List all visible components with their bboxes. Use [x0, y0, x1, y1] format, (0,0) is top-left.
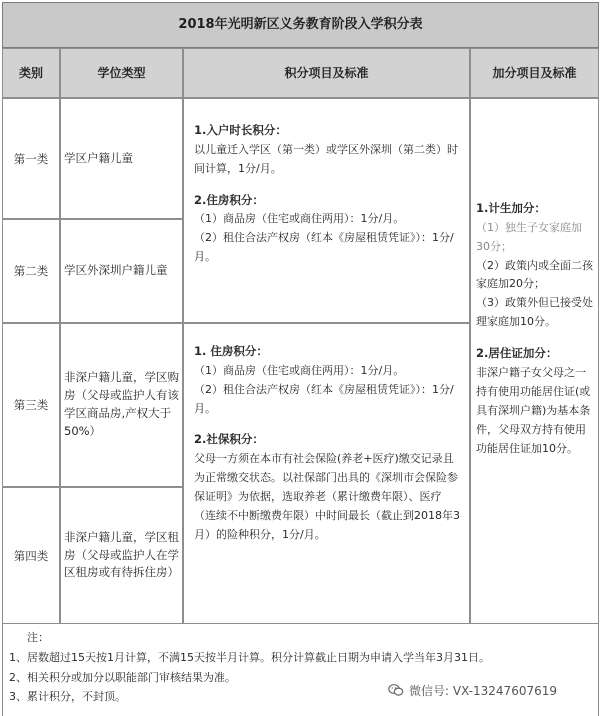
- score-housing2-item-1: （1）商品房（住宅或商住两用）：1分/月。: [194, 363, 405, 377]
- watermark: [388, 679, 557, 701]
- score-cell-resident: [183, 98, 470, 323]
- degree-type-4: 非深户籍儿童，学区租房（父母或监护人在学区租房或有待拆住房）: [60, 487, 183, 624]
- degree-type-1: 学区户籍儿童: [60, 98, 183, 219]
- score-housing2-item-2: （2）租住合法产权房（红本《房屋租赁凭证》）：1分/月。: [194, 382, 454, 415]
- degree-type-3: 非深户籍儿童，学区购房（父母或监护人有该学区商品房,产权大于50%）: [60, 323, 183, 487]
- wechat-icon: [388, 683, 404, 697]
- bonus-cell: [470, 98, 599, 624]
- score-social-title: 2.社保积分：: [194, 432, 264, 447]
- header-category: 类别: [2, 48, 60, 98]
- score-housing2-title: 1. 住房积分：: [194, 344, 268, 358]
- score-cell-nonresident: [183, 323, 470, 624]
- header-bonus-items: 加分项目及标准: [470, 48, 599, 98]
- watermark-text: 微信号: VX-13247607619: [409, 683, 558, 698]
- note-item-1: 1、居数超过15天按1月计算，不满15天按半月计算。积分计算截止日期为申请入学当年3月31日。: [9, 650, 490, 664]
- bonus-family-item-3: （3）政策外但已接受处理家庭加10分。: [476, 296, 593, 329]
- category-1: 第一类: [2, 98, 60, 219]
- score-housing-item-2: （2）租住合法产权房（红本《房屋租赁凭证》）：1分/月。: [194, 231, 454, 264]
- note-item-3: 3、累计积分，不封顶。: [9, 690, 126, 704]
- score-residence-text: 以儿童迁入学区（第一类）或学区外深圳（第二类）时间计算，1分/月。: [194, 142, 458, 175]
- notes: [2, 624, 599, 716]
- score-social-text: 父母一方须在本市有社会保险(养老+医疗)缴交记录且为正常缴交状态。以社保部门出具的《深圳市会保险参保证明》为依据，选取养老（累计缴费年限）、医疗（连续不中断缴费年限）中时间最长（截止到2018年3月）的险种积分，1分/月。: [194, 452, 460, 541]
- bonus-residence-text: 非深户籍子女父母之一持有使用功能居住证(或具有深圳户籍)为基本条件，父母双方持有使用功能居住证加10分。: [476, 365, 591, 455]
- bonus-family-item-1: （1）独生子女家庭加30分；: [476, 220, 582, 253]
- category-2: 第二类: [2, 219, 60, 323]
- score-housing-title: 2.住房积分：: [194, 192, 264, 207]
- notes-label: 注：: [27, 631, 49, 644]
- bonus-family-title: 1.计生加分：: [476, 201, 546, 215]
- score-residence-title: 1.入户时长积分：: [194, 123, 287, 137]
- bonus-residence-title: 2.居住证加分：: [476, 346, 558, 361]
- table-title: 2018年光明新区义务教育阶段入学积分表: [2, 2, 599, 48]
- category-4: 第四类: [2, 487, 60, 624]
- header-degree-type: 学位类型: [60, 48, 183, 98]
- degree-type-2: 学区外深圳户籍儿童: [60, 219, 183, 323]
- bonus-family-item-2: （2）政策内或全面二孩家庭加20分；: [476, 258, 593, 291]
- category-3: 第三类: [2, 323, 60, 487]
- note-item-2: 2、相关积分或加分以职能部门审核结果为准。: [9, 670, 236, 684]
- header-score-items: 积分项目及标准: [183, 48, 470, 98]
- score-housing-item-1: （1）商品房（住宅或商住两用）：1分/月。: [194, 212, 405, 226]
